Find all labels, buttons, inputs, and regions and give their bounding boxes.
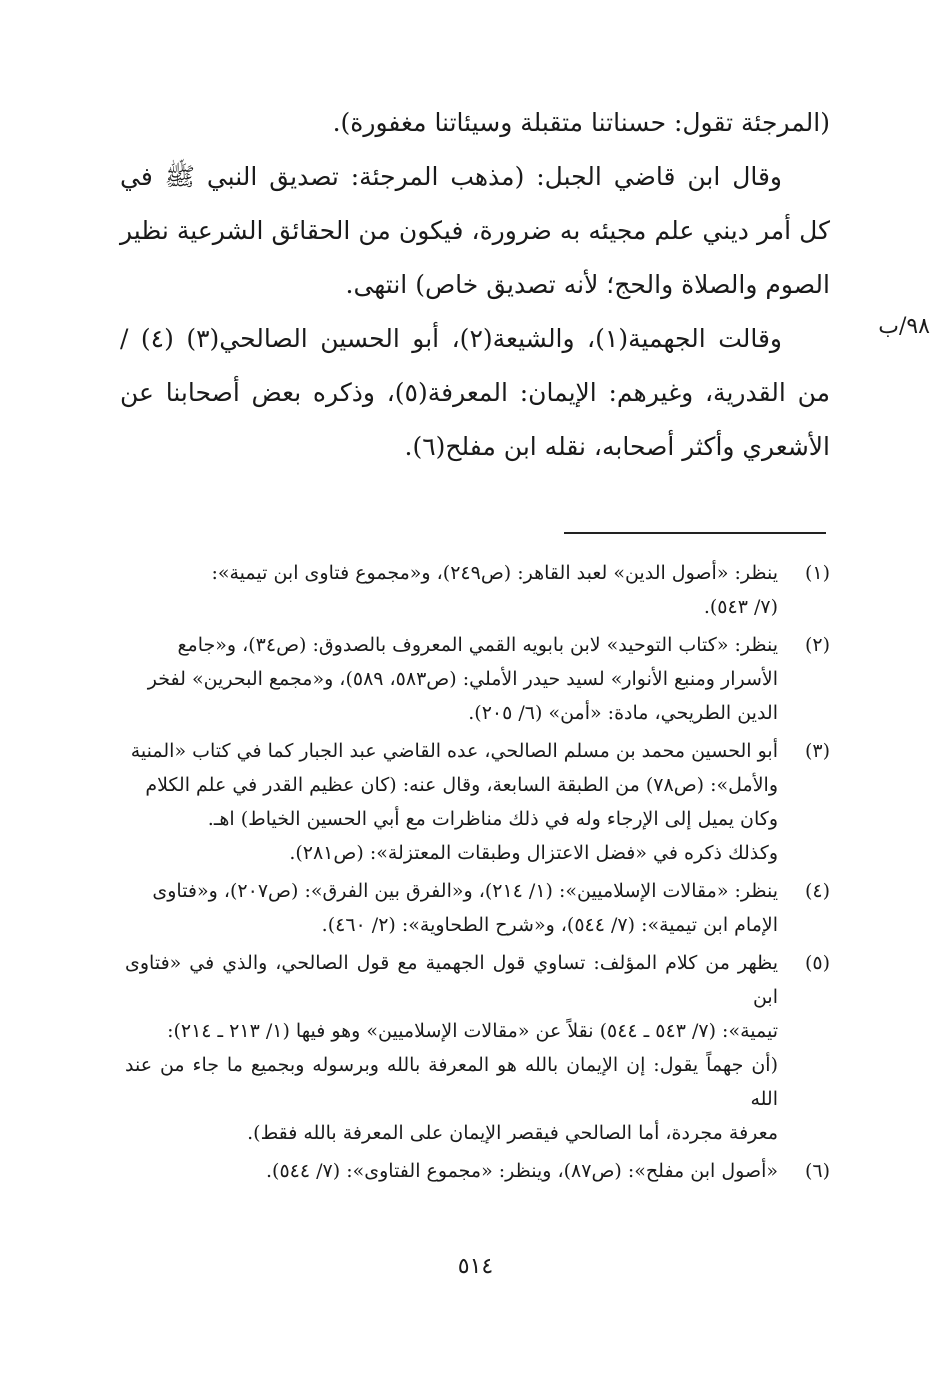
footnotes-section [125, 556, 830, 1192]
footnote-line: ينظر: «كتاب التوحيد» لابن بابويه القمي المعروف بالصدوق: (ص٣٤)، و«جامع [177, 634, 778, 656]
main-paragraph-2: وقال ابن قاضي الجبل: (مذهب المرجئة: تصديق النبي ﷺ في كل أمر ديني علم مجيئه به ضرورة، فيكون من الحقائق الشرعية نظير الصوم والصلاة والحج؛ لأنه تصديق خاص) انتهى. [120, 162, 830, 299]
footnote-line: يظهر من كلام المؤلف: تساوي قول الجهمية مع قول الصالحي، والذي في «فتاوى ابن [125, 952, 778, 1008]
footnote-line: «أصول ابن مفلح»: (ص٨٧)، وينظر: «مجموع الفتاوى»: (٧/ ٥٤٤). [266, 1160, 778, 1182]
page-number: ٥١٤ [457, 1254, 494, 1279]
footnote-separator [564, 532, 826, 534]
footnote-line: ينظر: «مقالات الإسلاميين»: (١/ ٢١٤)، و«الفرق بين الفرق»: (ص٢٠٧)، و«فتاوى [152, 880, 778, 902]
footnote-line: معرفة مجردة، أما الصالحي فيقصر الإيمان على المعرفة بالله فقط). [247, 1122, 778, 1144]
main-text-block [120, 96, 830, 474]
footnote-number: (٤) [804, 880, 830, 902]
footnote-line: الدين الطريحي، مادة: «أمن» (٦/ ٢٠٥). [468, 702, 778, 724]
footnote-text [125, 946, 778, 1150]
footnote-line: وكان يميل إلى الإرجاء وله في ذلك مناظرات مع أبي الحسين الخياط) اهـ. [207, 808, 778, 830]
footnote-line: (٧/ ٥٤٣). [703, 596, 778, 618]
main-paragraph-3: وقالت الجهمية(١)، والشيعة(٢)، أبو الحسين الصالحي(٣) (٤) / من القدرية، وغيرهم: الإيمان: المعرفة(٥)، وذكره بعض أصحابنا عن الأشعري وأكثر أصحابه، نقله ابن مفلح(٦). [120, 324, 830, 461]
footnote-number: (١) [804, 562, 830, 584]
footnote-text [125, 874, 778, 942]
footnote-number: (٦) [804, 1160, 830, 1182]
footnote-line: ينظر: «أصول الدين» لعبد القاهر: (ص٢٤٩)، و«مجموع فتاوى ابن تيمية»: [211, 562, 778, 584]
footnote-text [125, 1154, 778, 1188]
footnote-text [125, 734, 778, 870]
manuscript-folio-marker: ٩٨/ب [878, 314, 930, 339]
main-paragraph-1: (المرجئة تقول: حسناتنا متقبلة وسيئاتنا مغفورة). [332, 108, 830, 137]
footnote-line: والأمل»: (ص٧٨) من الطبقة السابعة، وقال عنه: (كان عظيم القدر في علم الكلام [145, 774, 778, 796]
footnote-line: (أن جهماً يقول: إن الإيمان بالله هو المعرفة بالله وبرسوله وبجميع ما جاء من عند الله [125, 1054, 778, 1110]
footnote-number: (٥) [804, 952, 830, 974]
footnote-line: الأسرار ومنبع الأنوار» لسيد حيدر الأملي: (ص٥٨٣، ٥٨٩)، و«مجمع البحرين» لفخر [147, 668, 778, 690]
footnote-line: وكذلك ذكره في «فضل الاعتزال وطبقات المعتزلة»: (ص٢٨١). [289, 842, 778, 864]
footnote-5 [125, 946, 830, 1150]
footnote-2 [125, 628, 830, 730]
footnote-line: أبو الحسين محمد بن مسلم الصالحي، عده القاضي عبد الجبار كما في كتاب «المنية [130, 740, 778, 762]
footnote-number: (٢) [804, 634, 830, 656]
footnote-text [125, 556, 778, 624]
footnote-line: الإمام ابن تيمية»: (٧/ ٥٤٤)، و«شرح الطحاوية»: (٢/ ٤٦٠). [321, 914, 778, 936]
footnote-1 [125, 556, 830, 624]
footnote-3 [125, 734, 830, 870]
footnote-6 [125, 1154, 830, 1188]
footnote-line: تيمية»: (٧/ ٥٤٣ ـ ٥٤٤) نقلاً عن «مقالات الإسلاميين» وهو فيها (١/ ٢١٣ ـ ٢١٤): [167, 1020, 778, 1042]
footnote-text [125, 628, 778, 730]
footnote-number: (٣) [804, 740, 830, 762]
footnote-4 [125, 874, 830, 942]
